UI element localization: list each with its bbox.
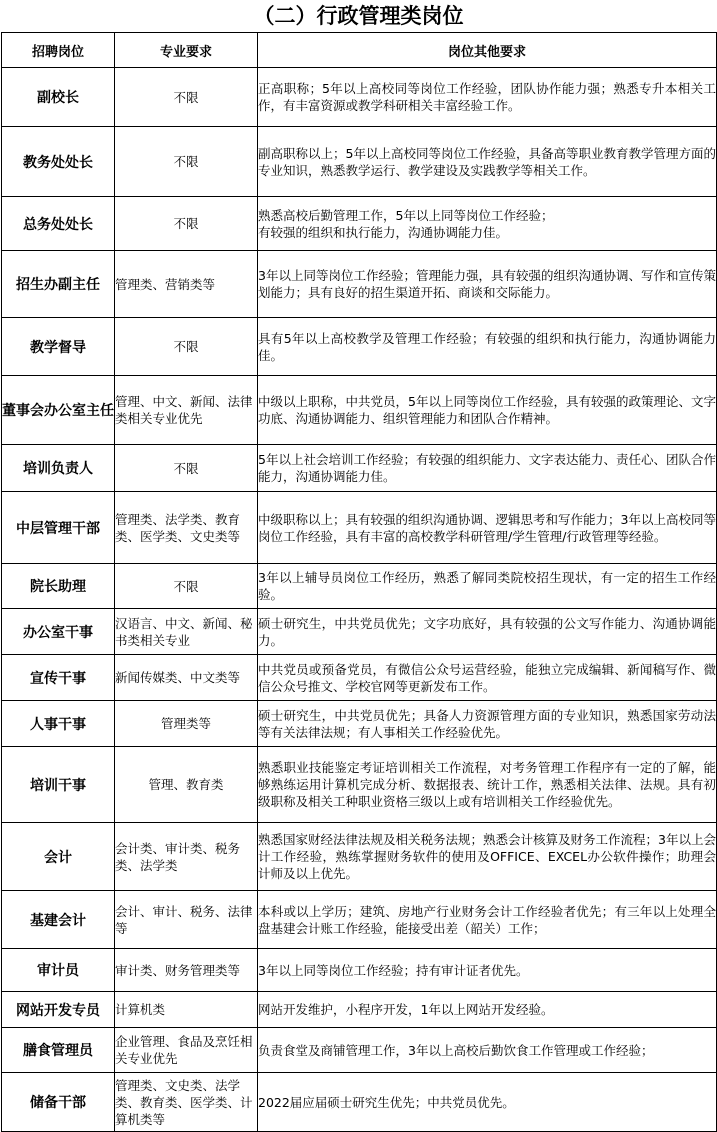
other-cell: 3年以上同等岗位工作经验；管理能力强，具有较强的组织沟通协调、写作和宣传策划能力；具有良好的招生渠道开拓、商谈和交际能力。 [258, 251, 717, 318]
other-cell: 本科或以上学历；建筑、房地产行业财务会计工作经验者优先；有三年以上处理全盘基建会计账工作经验，能接受出差（韶关）工作； [258, 891, 717, 949]
position-cell: 膳食管理员 [2, 1028, 115, 1073]
position-cell: 办公室干事 [2, 609, 115, 655]
position-cell: 中层管理干部 [2, 492, 115, 564]
other-cell: 中级职称以上；具有较强的组织沟通协调、逻辑思考和写作能力；3年以上高校同等岗位工作经验，具有丰富的高校教学科研管理/学生管理/行政管理等经验。 [258, 492, 717, 564]
jobs-table [1, 32, 717, 1132]
other-cell: 中共党员或预备党员，有微信公众号运营经验，能独立完成编辑、新闻稿写作、微信公众号推文、学校官网等更新发布工作。 [258, 655, 717, 701]
other-cell: 副高职称以上；5年以上高校同等岗位工作经验，具备高等职业教育教学管理方面的专业知识，熟悉教学运行、教学建设及实践教学等相关工作。 [258, 127, 717, 197]
position-cell: 教务处处长 [2, 127, 115, 197]
other-cell: 熟悉职业技能鉴定考证培训相关工作流程，对考务管理工作程序有一定的了解，能够熟练运用计算机完成分析、数据报表、统计工作，熟悉相关法律、法规。具有初级职称及相关工种职业资格三级以上或有培训相关工作经验优先。 [258, 747, 717, 823]
table-row [2, 127, 717, 197]
position-cell: 董事会办公室主任 [2, 376, 115, 445]
position-cell: 总务处处长 [2, 197, 115, 251]
position-cell: 人事干事 [2, 701, 115, 747]
major-cell: 管理类等 [115, 701, 258, 747]
header-position: 招聘岗位 [2, 33, 115, 68]
other-cell: 负责食堂及商铺管理工作，3年以上高校后勤饮食工作管理或工作经验； [258, 1028, 717, 1073]
table-row [2, 1073, 717, 1132]
major-cell: 计算机类 [115, 992, 258, 1028]
other-cell: 熟悉高校后勤管理工作，5年以上同等岗位工作经验； 有较强的组织和执行能力，沟通协调能力佳。 [258, 197, 717, 251]
table-row [2, 197, 717, 251]
table-row [2, 376, 717, 445]
major-cell: 不限 [115, 445, 258, 492]
other-cell: 2022届应届硕士研究生优先；中共党员优先。 [258, 1073, 717, 1132]
page-title: （二）行政管理类岗位 [253, 4, 464, 28]
other-cell: 具有5年以上高校教学及管理工作经验；有较强的组织和执行能力，沟通协调能力佳。 [258, 318, 717, 376]
position-cell: 审计员 [2, 949, 115, 992]
major-cell: 汉语言、中文、新闻、秘书类相关专业 [115, 609, 258, 655]
other-cell: 正高职称；5年以上高校同等岗位工作经验，团队协作能力强；熟悉专升本相关工作，有丰富资源或教学科研相关丰富经验工作。 [258, 68, 717, 127]
table-row [2, 564, 717, 609]
table-row [2, 891, 717, 949]
other-cell: 中级以上职称，中共党员，5年以上同等岗位工作经验，具有较强的政策理论、文字功底、沟通协调能力、组织管理能力和团队合作精神。 [258, 376, 717, 445]
major-cell: 会计、审计、税务、法律等 [115, 891, 258, 949]
table-row [2, 823, 717, 891]
position-cell: 会计 [2, 823, 115, 891]
table-header-row [2, 33, 717, 68]
table-row [2, 251, 717, 318]
position-cell: 招生办副主任 [2, 251, 115, 318]
table-row [2, 445, 717, 492]
table-row [2, 949, 717, 992]
table-row [2, 992, 717, 1028]
other-cell: 3年以上辅导员岗位工作经历，熟悉了解同类院校招生现状，有一定的招生工作经验。 [258, 564, 717, 609]
position-cell: 网站开发专员 [2, 992, 115, 1028]
table-row [2, 655, 717, 701]
major-cell: 企业管理、食品及烹饪相关专业优先 [115, 1028, 258, 1073]
table-row [2, 609, 717, 655]
major-cell: 管理类、文史类、法学类、教育类、医学类、计算机类等 [115, 1073, 258, 1132]
position-cell: 基建会计 [2, 891, 115, 949]
header-other: 岗位其他要求 [258, 33, 717, 68]
major-cell: 不限 [115, 68, 258, 127]
position-cell: 院长助理 [2, 564, 115, 609]
major-cell: 不限 [115, 564, 258, 609]
other-cell: 硕士研究生，中共党员优先；具备人力资源管理方面的专业知识，熟悉国家劳动法等有关法律法规；有人事相关工作经验优先。 [258, 701, 717, 747]
major-cell: 审计类、财务管理类等 [115, 949, 258, 992]
position-cell: 副校长 [2, 68, 115, 127]
position-cell: 教学督导 [2, 318, 115, 376]
header-major: 专业要求 [115, 33, 258, 68]
table-row [2, 701, 717, 747]
other-cell: 硕士研究生，中共党员优先；文字功底好，具有较强的公文写作能力、沟通协调能力。 [258, 609, 717, 655]
other-cell: 网站开发维护，小程序开发，1年以上网站开发经验。 [258, 992, 717, 1028]
major-cell: 不限 [115, 197, 258, 251]
table-row [2, 318, 717, 376]
major-cell: 管理、教育类 [115, 747, 258, 823]
major-cell: 管理、中文、新闻、法律类相关专业优先 [115, 376, 258, 445]
table-row [2, 1028, 717, 1073]
other-cell: 熟悉国家财经法律法规及相关税务法规；熟悉会计核算及财务工作流程；3年以上会计工作经验，熟练掌握财务软件的使用及OFFICE、EXCEL办公软件操作；助理会计师及以上优先。 [258, 823, 717, 891]
table-row [2, 492, 717, 564]
major-cell: 不限 [115, 318, 258, 376]
table-row [2, 747, 717, 823]
major-cell: 管理类、法学类、教育类、医学类、文史类等 [115, 492, 258, 564]
other-cell: 5年以上社会培训工作经验；有较强的组织能力、文字表达能力、责任心、团队合作能力，沟通协调能力佳。 [258, 445, 717, 492]
position-cell: 培训干事 [2, 747, 115, 823]
major-cell: 不限 [115, 127, 258, 197]
table-row [2, 68, 717, 127]
major-cell: 新闻传媒类、中文类等 [115, 655, 258, 701]
major-cell: 会计类、审计类、税务类、法学类 [115, 823, 258, 891]
other-cell: 3年以上同等岗位工作经验；持有审计证者优先。 [258, 949, 717, 992]
major-cell: 管理类、营销类等 [115, 251, 258, 318]
position-cell: 培训负责人 [2, 445, 115, 492]
position-cell: 宣传干事 [2, 655, 115, 701]
position-cell: 储备干部 [2, 1073, 115, 1132]
